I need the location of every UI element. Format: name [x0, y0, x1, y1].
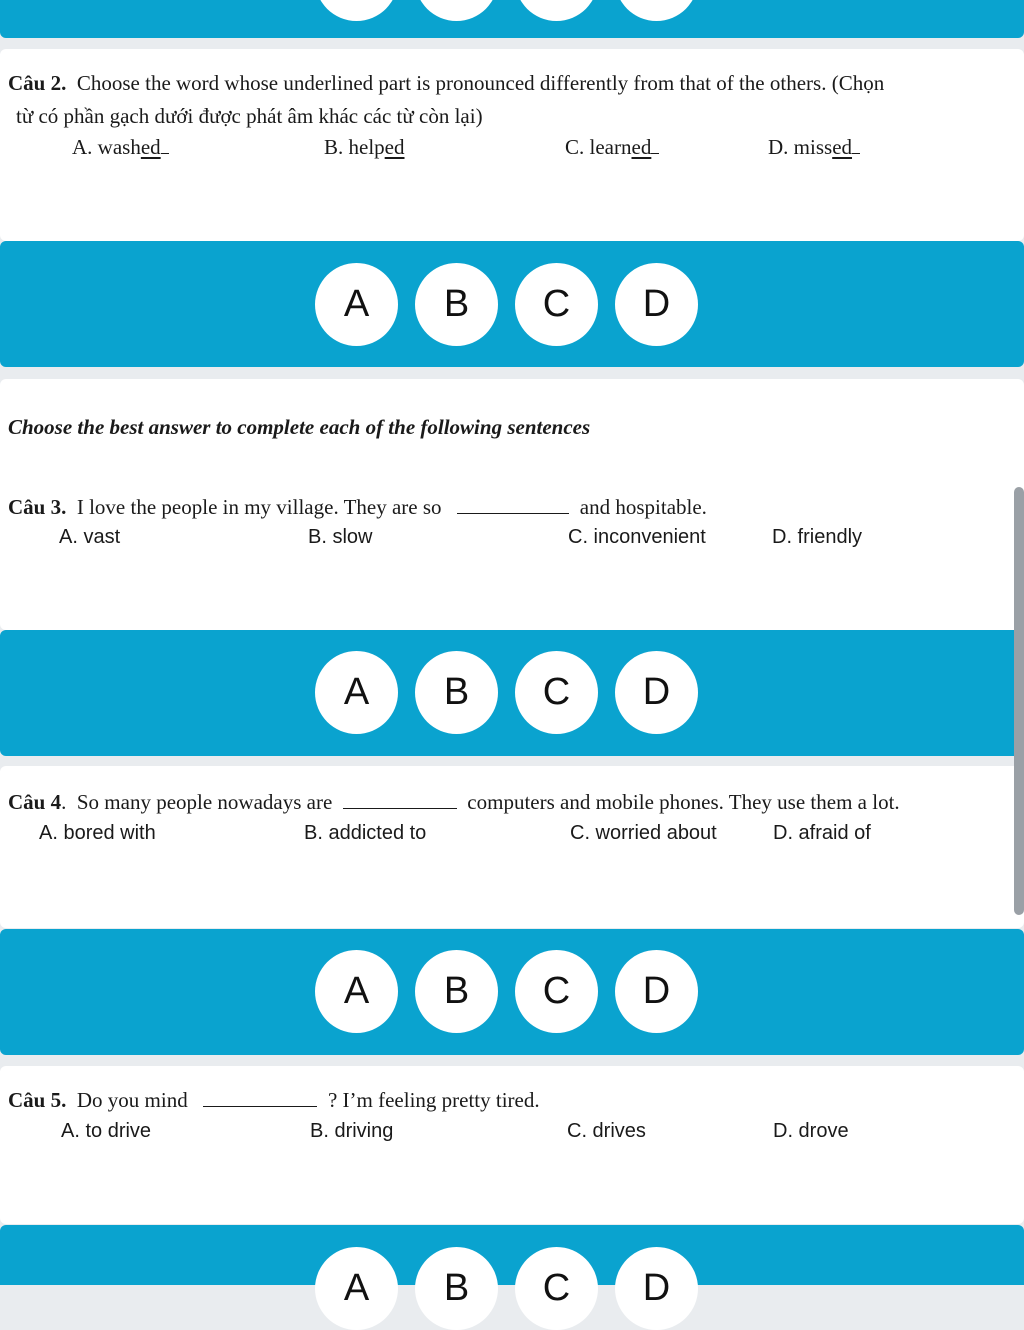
q2-option-b[interactable]	[324, 135, 405, 160]
answer-button-d[interactable]: D	[615, 1247, 698, 1330]
q5-option-d[interactable]: D. drove	[773, 1120, 849, 1142]
q3-option-a[interactable]: A. vast	[59, 526, 121, 548]
q4-number-suffix: .	[61, 790, 67, 814]
scrollbar-thumb[interactable]	[1014, 487, 1024, 915]
q2-option-c-stem: learn	[589, 135, 632, 159]
q2-option-c[interactable]	[565, 135, 659, 160]
q2-option-a-underlined: ed	[140, 135, 161, 159]
q4-prompt	[8, 790, 900, 815]
q2-option-d[interactable]	[768, 135, 860, 160]
q5-after: ? I’m feeling pretty tired.	[327, 1088, 540, 1112]
q2-prompt-vi: từ có phần gạch dưới được phát âm khác các từ còn lại)	[16, 104, 483, 128]
q5-before: Do you mind	[76, 1088, 188, 1112]
section-instruction: Choose the best answer to complete each of the following sentences	[8, 415, 591, 439]
q4-option-b[interactable]: B. addicted to	[304, 822, 427, 844]
answer-button-d[interactable]: D	[615, 651, 698, 734]
q3-blank	[457, 497, 569, 514]
q4-option-d[interactable]: D. afraid of	[773, 822, 871, 844]
q2-option-b-stem: help	[348, 135, 385, 159]
answer-button-b[interactable]: B	[415, 1247, 498, 1330]
q3-before: I love the people in my village. They are so	[76, 495, 442, 519]
q4-after: computers and mobile phones. They use them a lot.	[467, 790, 900, 814]
q2-option-a[interactable]	[72, 135, 169, 160]
q2-option-a-underline-pad	[161, 135, 169, 154]
q4-option-c[interactable]: C. worried about	[570, 822, 717, 844]
answer-button-d[interactable]: D	[615, 263, 698, 346]
answer-button-c[interactable]	[515, 0, 598, 21]
q4-option-a[interactable]: A. bored with	[39, 822, 156, 844]
answer-button-b[interactable]: B	[415, 651, 498, 734]
q2-option-d-underline-pad	[852, 135, 860, 154]
answer-button-c[interactable]: C	[515, 950, 598, 1033]
answer-button-a[interactable]: A	[315, 950, 398, 1033]
q2-option-c-letter: C.	[565, 135, 590, 159]
answer-button-d[interactable]	[615, 0, 698, 21]
answer-button-c[interactable]: C	[515, 263, 598, 346]
q2-option-c-underlined: ed	[631, 135, 652, 159]
answer-button-b[interactable]: B	[415, 950, 498, 1033]
q2-prompt-en: Choose the word whose underlined part is pronounced differently from that of the others. (Chọn	[76, 71, 885, 95]
question-card-q3	[0, 379, 1024, 630]
answer-button-b[interactable]: B	[415, 263, 498, 346]
answer-button-b[interactable]	[415, 0, 498, 21]
answer-button-a[interactable]: A	[315, 263, 398, 346]
answer-band-q1	[0, 0, 1024, 38]
q2-option-d-stem: miss	[793, 135, 833, 159]
q2-option-b-underlined: ed	[384, 135, 405, 159]
answer-button-a[interactable]: A	[315, 1247, 398, 1330]
q3-number: Câu 3.	[8, 495, 67, 519]
q5-number: Câu 5.	[8, 1088, 67, 1112]
q5-option-b[interactable]: B. driving	[310, 1120, 394, 1142]
q3-option-c[interactable]: C. inconvenient	[568, 526, 706, 548]
q2-option-d-underlined: ed	[832, 135, 853, 159]
answer-band-q5	[0, 1225, 1024, 1309]
answer-button-c[interactable]: C	[515, 651, 598, 734]
answer-button-a[interactable]	[315, 0, 398, 21]
q2-option-a-letter: A.	[72, 135, 98, 159]
q5-option-c[interactable]: C. drives	[567, 1120, 646, 1142]
q3-after: and hospitable.	[579, 495, 707, 519]
q2-prompt-line2	[16, 104, 483, 129]
answer-band-q3	[0, 630, 1024, 756]
question-card-q5	[0, 1066, 1024, 1224]
question-card-q2	[0, 49, 1024, 241]
q3-option-b[interactable]: B. slow	[308, 526, 373, 548]
q2-number: Câu 2.	[8, 71, 67, 95]
q3-prompt	[8, 495, 707, 520]
q2-prompt-line1	[8, 71, 884, 96]
answer-button-a[interactable]: A	[315, 651, 398, 734]
q5-prompt	[8, 1088, 540, 1113]
q2-option-c-underline-pad	[651, 135, 659, 154]
q2-option-b-letter: B.	[324, 135, 349, 159]
q2-option-a-stem: wash	[97, 135, 141, 159]
q4-blank	[343, 792, 457, 809]
q4-before: So many people nowadays are	[76, 790, 333, 814]
q4-number: Câu 4	[8, 790, 62, 814]
q5-blank	[203, 1090, 317, 1107]
answer-band-q4	[0, 929, 1024, 1055]
q3-option-d[interactable]: D. friendly	[772, 526, 863, 548]
question-card-q4	[0, 766, 1024, 928]
q2-option-d-letter: D.	[768, 135, 794, 159]
q5-option-a[interactable]: A. to drive	[61, 1120, 152, 1142]
answer-button-c[interactable]: C	[515, 1247, 598, 1330]
answer-button-d[interactable]: D	[615, 950, 698, 1033]
answer-band-q2	[0, 241, 1024, 367]
